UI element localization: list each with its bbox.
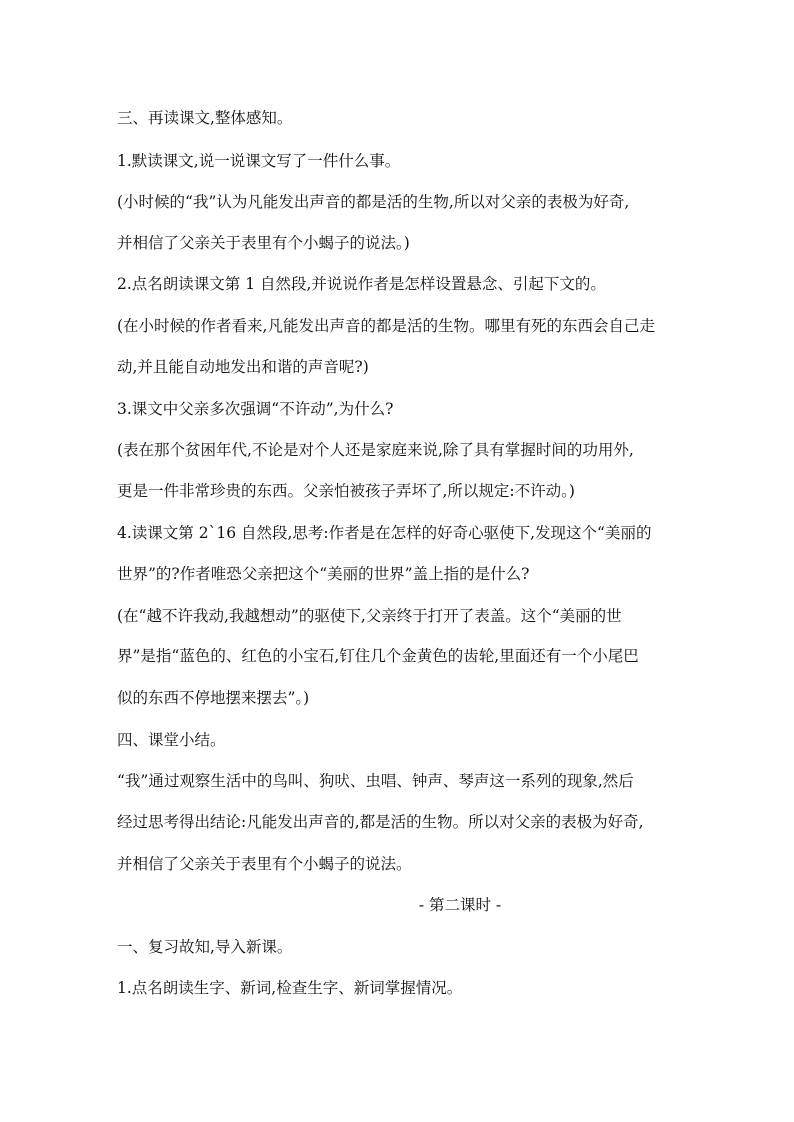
question-1: 1.默读课文,说一说课文写了一件什么事。 [117, 152, 401, 170]
question-4-line-2: 世界”的?作者唯恐父亲把这个“美丽的世界”盖上指的是什么? [117, 565, 530, 583]
answer-2-line-2: 动,并且能自动地发出和谐的声音呢?) [117, 358, 369, 376]
question-2: 2.点名朗读课文第 1 自然段,并说说作者是怎样设置悬念、引起下文的。 [117, 275, 606, 293]
answer-3-line-1: (表在那个贫困年代,不论是对个人还是家庭来说,除了具有掌握时间的功用外, [117, 441, 634, 459]
section-heading-summary: 四、课堂小结。 [117, 731, 226, 749]
question-4-line-1: 4.读课文第 2`16 自然段,思考:作者是在怎样的好奇心驱使下,发现这个“美丽的 [117, 524, 652, 542]
lesson-divider-second: - 第二课时 - [418, 896, 502, 914]
answer-4-line-3: 似的东西不停地摆来摆去”。) [117, 689, 310, 707]
answer-1-line-2: 并相信了父亲关于表里有个小蝎子的说法。) [117, 234, 410, 252]
answer-1-line-1: (小时候的“我”认为凡能发出声音的都是活的生物,所以对父亲的表极为好奇, [117, 193, 630, 211]
summary-line-3: 并相信了父亲关于表里有个小蝎子的说法。 [117, 855, 412, 873]
answer-4-line-1: (在“越不许我动,我越想动”的驱使下,父亲终于打开了表盖。这个“美丽的世 [117, 607, 622, 625]
summary-line-1: “我”通过观察生活中的鸟叫、狗吠、虫唱、钟声、琴声这一系列的现象,然后 [117, 772, 634, 790]
section-heading-review: 一、复习故知,导入新课。 [117, 938, 293, 956]
question-3: 3.课文中父亲多次强调“不许动”,为什么? [117, 400, 394, 418]
summary-line-2: 经过思考得出结论:凡能发出声音的,都是活的生物。所以对父亲的表极为好奇, [117, 813, 644, 831]
answer-4-line-2: 界”是指“蓝色的、红色的小宝石,钉住几个金黄色的齿轮,里面还有一个小尾巴 [117, 647, 639, 665]
answer-3-line-2: 更是一件非常珍贵的东西。父亲怕被孩子弄坏了,所以规定:不许动。) [117, 482, 575, 500]
answer-2-line-1: (在小时候的作者看来,凡能发出声音的都是活的生物。哪里有死的东西会自己走 [117, 317, 655, 335]
review-item-1: 1.点名朗读生字、新词,检查生字、新词掌握情况。 [117, 979, 463, 997]
section-heading-reread: 三、再读课文,整体感知。 [117, 109, 293, 127]
